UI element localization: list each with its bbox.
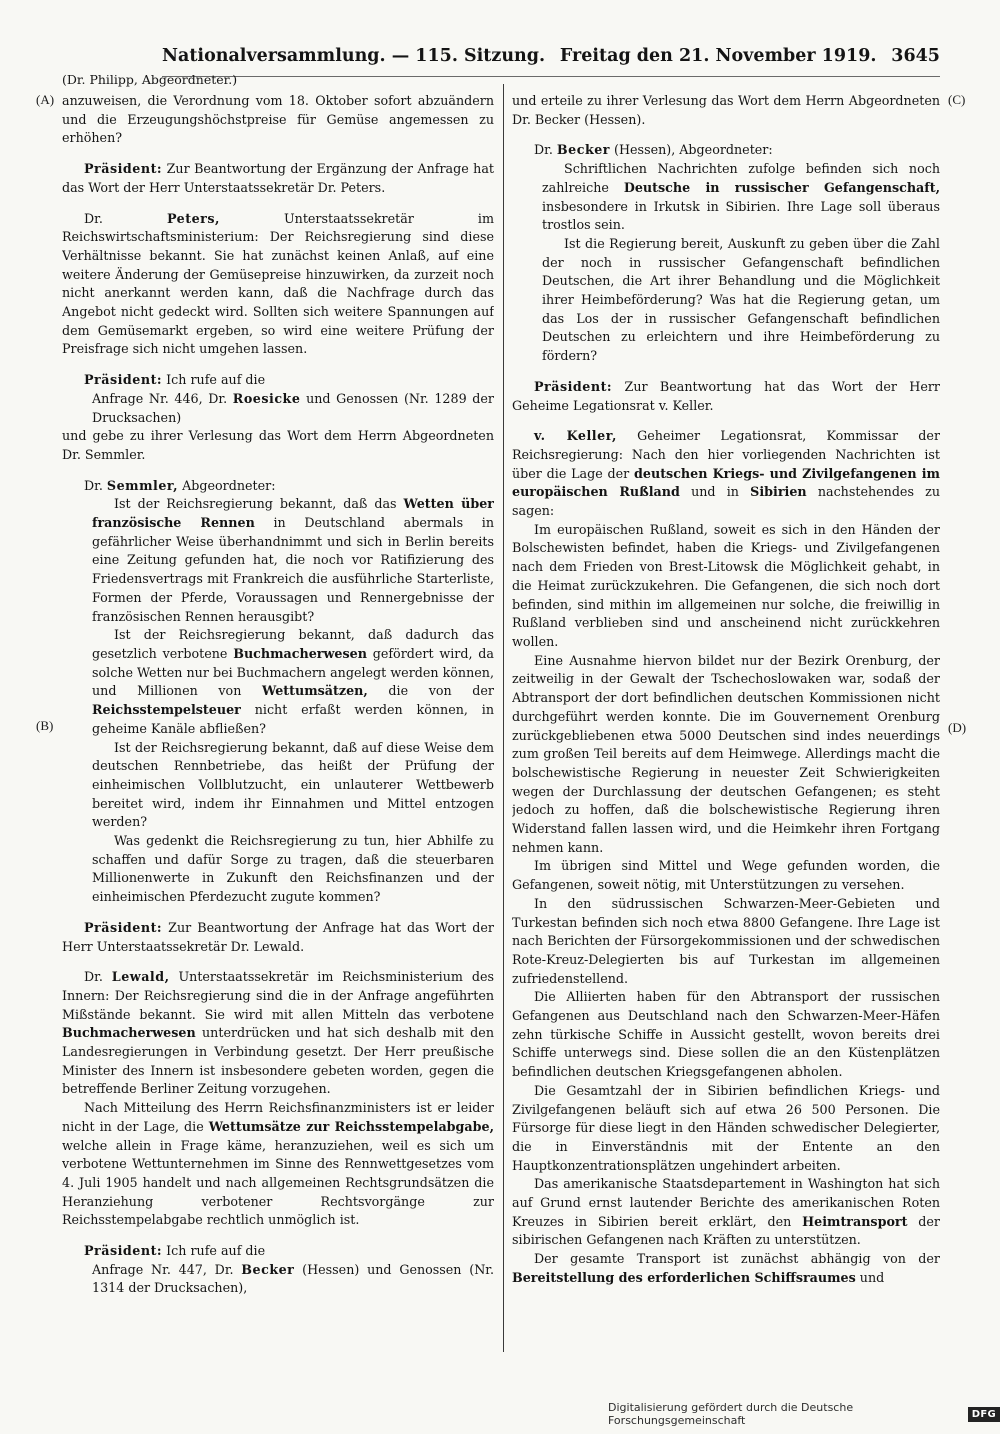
margin-mark-c: (C) <box>948 92 966 107</box>
paragraph <box>512 427 940 521</box>
credit-text: Digitalisierung gefördert durch die Deutsche Forschungsgemeinschaft <box>608 1401 854 1427</box>
margin-mark-d: (D) <box>948 720 967 735</box>
paragraph <box>62 968 494 1099</box>
speaker-prefix: Dr. <box>84 477 107 493</box>
speech-text: Unterstaatssekretär im Reichsministerium des Innern: Der Reichsregierung sind die in der Anfrage angeführten Mißstände bekannt. Sie wird mit allen Mitteln das verbotene <box>62 969 494 1022</box>
paragraph: anzuweisen, die Verordnung vom 18. Oktober sofort abzuändern und die Erzeugungshöchstpreise für Gemüse angemessen zu erhöhen? <box>62 93 494 146</box>
speech-text: und <box>855 1269 885 1285</box>
speech-text: welche allein in Frage käme, heranzuziehen, weil es sich um verbotene Wettunternehmen im Sinne des Rennwettgesetzes vom 4. Juli 1905 handelt und nach allgemeinen Rechtsgrundsätzen die Heranziehung verbotener Rechtsvorgänge zur Reichsstempelabgabe rechtlich unmöglich ist. <box>62 1137 494 1228</box>
speech-text: Zur Beantwortung der Ergänzung der Anfrage hat das Wort der Herr Unterstaatssekretär Dr. Peters. <box>62 161 494 195</box>
emphasis: Heimtransport <box>802 1213 908 1229</box>
paragraph <box>62 1099 494 1230</box>
speaker-name: v. Keller, <box>534 428 617 444</box>
right-column <box>512 92 940 1348</box>
paragraph <box>512 1175 940 1250</box>
speech-text: Abgeordneter: <box>178 477 276 493</box>
paragraph: und gebe zu ihrer Verlesung das Wort dem Herrn Abgeordneten Dr. Semmler. <box>62 428 494 462</box>
emphasis: Wettumsätze zur Reichsstempelabgabe, <box>208 1118 494 1134</box>
inquiry-paragraph <box>92 495 494 626</box>
speaker-prefix: Dr. <box>84 210 167 226</box>
dfg-logo-icon: DFG <box>968 1407 1000 1422</box>
speaker-prefix: Dr. <box>84 969 112 985</box>
speaker-name: Präsident: <box>84 919 163 935</box>
margin-mark-a: (A) <box>36 92 55 107</box>
header-divider <box>162 76 940 77</box>
paragraph <box>512 378 940 415</box>
inquiry-text: insbesondere in Irkutsk in Sibirien. Ihre Lage soll überaus trostlos sein. <box>542 198 940 233</box>
speech-text: unterdrücken und hat sich deshalb mit den Landesregierungen in Verbindung gesetzt. Der Herr preußische Minister des Innern ist insbesondere gebeten worden, gegen die betreffende Berliner Zeitung vorzugehen. <box>62 1025 494 1097</box>
inquiry-text: Anfrage Nr. 447, Dr. <box>92 1261 242 1277</box>
paragraph <box>512 141 940 160</box>
speaker-name: Präsident: <box>84 161 163 177</box>
paragraph <box>62 1242 494 1261</box>
paragraph: Eine Ausnahme hiervon bildet nur der Bezirk Orenburg, der zeitweilig in der Gewalt der Tschechoslowaken war, sodaß der Abtransport der dort befindlichen deutschen Kommissionen nicht durchgeführt werden konnte. Die im Gouvernement Orenburg zurückgebliebenen etwa 5000 Deutschen sind indes neuerdings zum großen Teil bereits auf dem Heimwege. Allerdings macht die bolschewistische Regierung in neuester Zeit Schwierigkeiten wegen der Durchlassung der deutschen Gefangenen; es steht jedoch zu hoffen, daß die bolschewistische Regierung ihren Widerstand fallen lassen wird, und die Heimkehr ihren Fortgang nehmen kann. <box>512 652 940 855</box>
inquiry-text: in Deutschland abermals in gefährlicher Weise überhandnimmt und sich in Berlin bereits eine Zeitung gefunden hat, die noch vor Ratifizierung des Friedensvertrags mit Frankreich die ausführliche Starterliste, Formen der Pferde, Voraussagen und Rennergebnisse der französischen Rennen herausgibt? <box>92 515 494 624</box>
paragraph: Im übrigen sind Mittel und Wege gefunden worden, die Gefangenen, soweit nötig, mit Unterstützungen zu versehen. <box>512 858 940 893</box>
paragraph <box>512 1250 940 1287</box>
speech-text: Nach Mitteilung des Herrn Reichsfinanzministers ist er leider nicht in der Lage, die <box>62 1100 494 1134</box>
page-header <box>162 38 940 74</box>
emphasis: Bereitstellung des erforderlichen Schiffsraumes <box>512 1269 856 1285</box>
speaker-prefix: Dr. <box>534 142 557 158</box>
emphasis: Reichsstempelsteuer <box>92 702 241 718</box>
emphasis: deutschen Kriegs- und Zivilgefangenen im europäischen Rußland <box>512 465 940 500</box>
margin-mark-b: (B) <box>36 718 54 733</box>
speech-text: Ich rufe auf die <box>162 372 266 388</box>
emphasis: Buchmacherwesen <box>233 645 367 661</box>
emphasis: Buchmacherwesen <box>62 1025 196 1041</box>
inquiry-reference <box>92 1261 494 1298</box>
inquiry-paragraph <box>92 626 494 738</box>
speech-text: Unterstaatssekretär im Reichswirtschaftsministerium: Der Reichsregierung sind diese Verhältnisse bekannt. Sie hat zunächst keinen Anlaß, auf eine weitere Änderung der Gemüsepreise hinzuwirken, da zurzeit noch nicht anerkannt werden kann, daß die Nachfrage durch das Angebot nicht gedeckt wird. Sollten sich weitere Spannungen auf dem Gemüsemarkt ergeben, so wird eine weitere Prüfung der Preisfrage sich nicht umgehen lassen. <box>62 210 494 357</box>
emphasis: Deutsche in russischer Gefangenschaft, <box>623 179 940 195</box>
speech-text: nachstehendes zu sagen: <box>512 484 940 519</box>
speaker-name: Peters, <box>166 210 220 226</box>
speech-text: Zur Beantwortung der Anfrage hat das Wort der Herr Unterstaatssekretär Dr. Lewald. <box>62 919 494 954</box>
inquiry-reference <box>92 390 494 427</box>
inquiry-paragraph: Ist der Reichsregierung bekannt, daß auf diese Weise dem deutschen Rennbetriebe, das heißt der Prüfung der einheimischen Vollblutzucht, ein unlauterer Wettbewerb bereitet wird, indem ihr Einnahmen und Mittel entzogen werden? <box>92 739 494 830</box>
inquiry-paragraph: Was gedenkt die Reichsregierung zu tun, hier Abhilfe zu schaffen und dafür Sorge zu tragen, daß die steuerbaren Millionenwerte in Zukunft den Reichsfinanzen und der einheimischen Pferdezucht zugute kommen? <box>92 833 494 905</box>
inquiry-paragraph <box>542 160 940 235</box>
speaker-name: Semmler, <box>106 477 179 493</box>
speech-text: Geheimer Legationsrat, Kommissar der Reichsregierung: Nach den hier vorliegenden Nachrichten ist über die Lage der <box>512 428 940 481</box>
speech-text: Ich rufe auf die <box>162 1243 266 1259</box>
speech-text: der sibirischen Gefangenen nach Kräften zu unterstützen. <box>512 1213 940 1248</box>
inquiry-text: gefördert wird, da solche Wetten nur bei Buchmachern angelegt werden können, und Millionen von <box>92 645 494 699</box>
speech-text: und in <box>679 484 751 500</box>
inquiry-text: und Genossen (Nr. 1289 der Drucksachen) <box>92 390 494 425</box>
speaker-name: Präsident: <box>84 372 163 388</box>
speaker-name: Lewald, <box>111 969 170 985</box>
inquiry-text: die von der <box>367 683 494 699</box>
inquiry-text: (Hessen) und Genossen (Nr. 1314 der Drucksachen), <box>92 1261 494 1296</box>
header-title: Nationalversammlung. — 115. Sitzung. <box>162 46 546 66</box>
inquiry-text: Schriftlichen Nachrichten zufolge befinden sich noch zahlreiche <box>542 161 940 195</box>
paragraph: Die Gesamtzahl der in Sibirien befindlichen Kriegs- und Zivilgefangenen beläuft sich auf etwa 26 500 Personen. Die Fürsorge für diese liegt in den Händen schwedischer Delegierter, die in Einverständnis mit der Entente an den Hauptkonzentrationsplätzen ungehindert arbeiten. <box>512 1082 940 1173</box>
emphasis: Sibirien <box>750 484 807 500</box>
paragraph <box>62 371 494 390</box>
continued-speaker-note: (Dr. Philipp, Abgeordneter.) <box>62 72 238 87</box>
column-divider <box>503 84 504 1352</box>
left-column <box>62 92 494 1348</box>
header-date: Freitag den 21. November 1919. <box>559 46 877 66</box>
page-number: 3645 <box>891 46 940 66</box>
speech-text: Zur Beantwortung hat das Wort der Herr Geheime Legationsrat v. Keller. <box>512 378 940 413</box>
paragraph: und erteile zu ihrer Verlesung das Wort dem Herrn Abgeordneten Dr. Becker (Hessen). <box>512 93 940 127</box>
paragraph <box>62 160 494 197</box>
speaker-name: Präsident: <box>84 1243 163 1259</box>
paragraph: Die Alliierten haben für den Abtransport der russischen Gefangenen aus Deutschland nach den Schwarzen-Meer-Häfen zehn türkische Schiffe in Aussicht gestellt, wovon bereits drei Schiffe unterwegs sind. Diese sollen die an den Küstenplätzen befindlichen deutschen Kriegsgefangenen abholen. <box>512 989 940 1080</box>
paragraph: In den südrussischen Schwarzen-Meer-Gebieten und Turkestan befinden sich noch etwa 8800 Gefangene. Ihre Lage ist nach Berichten der Fürsorgekommissionen und der schwedischen Rote-Kreuz-Delegierten bis auf Turkestan im allgemeinen zufriedenstellend. <box>512 895 940 986</box>
paragraph <box>62 477 494 496</box>
inquiry-paragraph: Ist die Regierung bereit, Auskunft zu geben über die Zahl der noch in russischer Gefangenschaft befindlichen Deutschen, die Art ihrer Behandlung und die Möglichkeit ihrer Heimbeförderung? Was hat die Regierung getan, um das Los der in russischer Gefangenschaft befindlichen Deutschen zu erleichtern und ihre Heimbeförderung zu fördern? <box>542 235 940 364</box>
speaker-name: Präsident: <box>534 378 613 394</box>
speaker-name: Becker <box>556 142 610 158</box>
digitization-credit <box>608 1401 1000 1427</box>
inquiry-author: Roesicke <box>232 390 301 406</box>
inquiry-author: Becker <box>241 1261 295 1277</box>
inquiry-text: Ist der Reichsregierung bekannt, daß dadurch das gesetzlich verbotene <box>92 627 494 661</box>
paragraph <box>62 210 494 360</box>
emphasis: Wetten über französische Rennen <box>92 496 494 531</box>
paragraph: Im europäischen Rußland, soweit es sich in den Händen der Bolschewisten befindet, haben die Kriegs- und Zivilgefangenen nach dem Frieden von Brest-Litowsk die Möglichkeit gehabt, in die Heimat zurückzukehren. Die Gefangenen, die sich noch dort befinden, sind mithin im allgemeinen nur solche, die freiwillig in Rußland verblieben sind und anscheinend nicht zurückkehren wollen. <box>512 521 940 649</box>
inquiry-text: nicht erfaßt werden können, in geheime Kanäle abfließen? <box>92 702 494 736</box>
paragraph <box>62 919 494 956</box>
emphasis: Wettumsätzen, <box>261 683 368 699</box>
speech-text: (Hessen), Abgeordneter: <box>610 142 773 158</box>
speech-text: Das amerikanische Staatsdepartement in Washington hat sich auf Grund ernst lautender Berichte des amerikanischen Roten Kreuzes in Sibirien bereit erklärt, den <box>512 1176 940 1229</box>
inquiry-text: Ist der Reichsregierung bekannt, daß das <box>114 496 404 512</box>
speech-text: Der gesamte Transport ist zunächst abhängig von der <box>534 1251 940 1267</box>
inquiry-text: Anfrage Nr. 446, Dr. <box>92 390 233 406</box>
